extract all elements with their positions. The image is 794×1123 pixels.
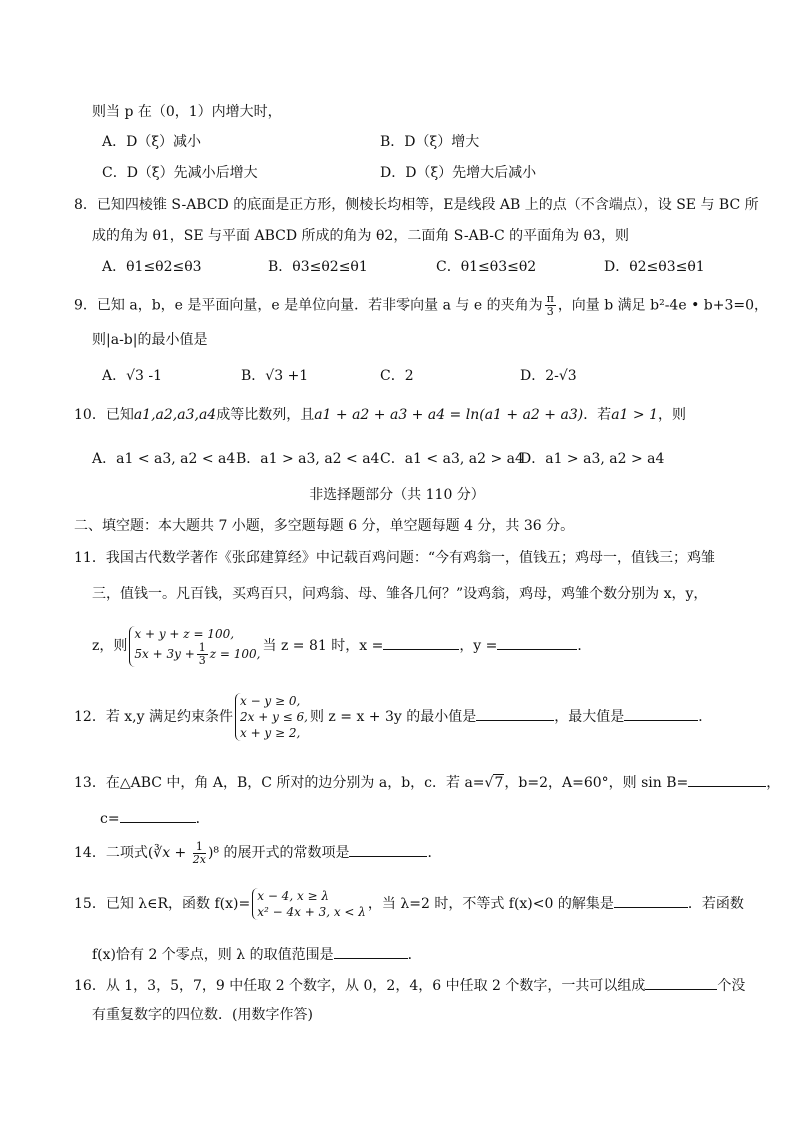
- q10-b: 成等比数列，且: [216, 407, 315, 423]
- q15-line2-b: ．: [407, 947, 422, 963]
- q11-end: ．: [577, 638, 592, 654]
- q8-option-c: C．θ1≤θ3≤θ2: [436, 259, 537, 275]
- q9-option-d: D．2-√3: [520, 368, 577, 384]
- q10-option-d: D．a1 > a3, a2 > a4: [520, 451, 665, 467]
- q10-option-b: B．a1 > a3, a2 < a4: [236, 451, 380, 467]
- q10-line1: [74, 405, 686, 425]
- q10-equation: a1 + a2 + a3 + a4 = ln(a1 + a2 + a3): [314, 407, 584, 423]
- q12-c2: 2x + y ≤ 6,: [239, 710, 308, 724]
- sqrt-icon: √: [484, 775, 494, 791]
- q12-end: ．: [698, 709, 713, 725]
- q9-frac-den: 3: [546, 305, 554, 318]
- q15-case2: x² − 4x + 3, x < λ: [257, 905, 366, 919]
- q13-blank-sinb[interactable]: [688, 772, 766, 787]
- q15-c: ．若函数: [687, 896, 744, 912]
- q16-line1-a: 16．从 1，3，5，7，9 中任取 2 个数字，从 0，2，4，6 中任取 2 个数字，一共可以组成: [74, 978, 646, 994]
- q16-line2: 有重复数字的四位数．(用数字作答): [92, 1007, 313, 1023]
- q15-system: [252, 888, 366, 920]
- q9-option-a: A．√3 -1: [102, 368, 163, 384]
- q14-blank[interactable]: [349, 842, 427, 857]
- q11-line3: [92, 620, 591, 672]
- q12-prefix: 12．若 x,y 满足约束条件: [74, 709, 233, 725]
- q14-root: ∛x: [153, 845, 171, 861]
- q9-angle-fraction: [545, 293, 556, 318]
- q10-option-c: C．a1 < a3, a2 > a4: [380, 451, 524, 467]
- q15-blank-range[interactable]: [334, 944, 408, 959]
- q10-d: ，则: [657, 407, 686, 423]
- q16-line1: [74, 975, 745, 996]
- q11-blank-x[interactable]: [383, 635, 459, 650]
- q11-eq1: x + y + z = 100,: [134, 626, 235, 641]
- q13-sqrt-value: 7: [494, 775, 504, 791]
- q15-b: ，当 λ=2 时，不等式 f(x)<0 的解集是: [367, 896, 614, 912]
- q13-blank-c[interactable]: [120, 808, 196, 823]
- q13-line2-a: c=: [100, 811, 120, 827]
- q10-condition: a1 > 1: [611, 407, 658, 423]
- q12-c3: x + y ≥ 2,: [239, 726, 301, 740]
- q10-c: ．若: [583, 407, 612, 423]
- q15-line2-a: f(x)恰有 2 个零点，则 λ 的取值范围是: [92, 947, 334, 963]
- section2-header: 二、填空题：本大题共 7 小题，多空题每题 6 分，单空题每题 4 分，共 36 分。: [74, 518, 575, 534]
- q16-line1-b: 个没: [717, 978, 746, 994]
- q12-line: [74, 688, 712, 746]
- q9-frac-num: π: [546, 292, 554, 305]
- q11-eq2-fraction: $\frac{1}{3}$: [198, 640, 206, 667]
- q15-blank-solution[interactable]: [614, 893, 688, 908]
- q7-option-d: D．D（ξ）先增大后减小: [380, 165, 537, 181]
- q11-mid: 当 z = 81 时，x =: [262, 638, 384, 654]
- q15-line1: [74, 882, 744, 926]
- q11-line2: 三，值钱一。凡百钱，买鸡百只，问鸡翁、母、雏各几何？”设鸡翁，鸡母，鸡雏个数分别为 x，y，: [92, 586, 708, 602]
- q10-sequence: a1,a2,a3,a4: [133, 407, 217, 423]
- q15-case1: x − 4, x ≥ λ: [257, 889, 330, 903]
- q7-option-a: A．D（ξ）减小: [102, 134, 202, 150]
- q14-fraction: $\frac{1}{2x}$: [192, 839, 206, 866]
- q11-system: [129, 626, 260, 667]
- q11-blank-y[interactable]: [497, 635, 577, 650]
- q11-prefix: z，则: [92, 638, 128, 654]
- part2-title: 非选择题部分（共 110 分）: [309, 487, 485, 503]
- q8-option-b: B．θ3≤θ2≤θ1: [268, 259, 368, 275]
- q9-line1-a: 9．已知 a，b，e 是平面向量，e 是单位向量．若非零向量 a 与 e 的夹角为: [74, 297, 543, 314]
- q8-option-a: A．θ1≤θ2≤θ3: [102, 259, 202, 275]
- q14-a: 14．二项式(: [74, 845, 154, 861]
- q13-c: ，: [766, 775, 781, 791]
- q7-tail: 则当 p 在（0，1）内增大时，: [92, 104, 282, 120]
- q14-line: [74, 838, 441, 868]
- q12-system: [235, 693, 308, 741]
- q13-a: 13．在△ABC 中，角 A，B，C 所对的边分别为 a，b，c．若 a=: [74, 775, 485, 791]
- q12-blank-max[interactable]: [624, 706, 698, 721]
- q9-option-c: C．2: [380, 368, 414, 384]
- q13-b: ，b=2，A=60°，则 sin B=: [504, 775, 689, 791]
- q16-blank[interactable]: [645, 975, 717, 990]
- q11-sep: ，y =: [459, 638, 498, 654]
- q14-b: )⁸ 的展开式的常数项是: [207, 845, 350, 861]
- q11-line1: 11．我国古代数学著作《张邱建算经》中记载百鸡问题：“今有鸡翁一，值钱五；鸡母一，值钱三；鸡雏: [74, 550, 715, 566]
- q8-line1: 8．已知四棱锥 S-ABCD 的底面是正方形，侧棱长均相等，E是线段 AB 上的点（不含端点），设 SE 与 BC 所: [74, 197, 759, 213]
- q13-line1: [74, 772, 780, 793]
- q9-line1-b: ，向量 b 满足 b²-4e • b+3=0，: [557, 297, 769, 314]
- q9-line2: 则|a-b|的最小值是: [92, 332, 208, 348]
- q7-option-c: C．D（ξ）先减小后增大: [102, 165, 258, 181]
- q10-option-a: A．a1 < a3, a2 < a4: [92, 451, 236, 467]
- q8-line2: 成的角为 θ1，SE 与平面 ABCD 所成的角为 θ2，二面角 S-AB-C 的平面角为 θ3，则: [92, 228, 629, 244]
- q7-option-b: B．D（ξ）增大: [380, 134, 480, 150]
- q13-line2-b: ．: [195, 811, 210, 827]
- q12-blank-min[interactable]: [476, 706, 554, 721]
- q15-a: 15．已知 λ∈R，函数 f(x)=: [74, 896, 251, 912]
- q15-line2: [92, 944, 422, 965]
- q10-a: 10．已知: [74, 407, 134, 423]
- q11-eq2: 5x + 3y + $\frac{1}{3}$ z = 100,: [134, 640, 261, 667]
- q9-option-b: B．√3 +1: [241, 368, 309, 384]
- q13-line2: [100, 808, 210, 829]
- q12-mid: 则 z = x + 3y 的最小值是: [309, 709, 477, 725]
- q9-line1: [74, 293, 768, 318]
- q12-mid2: ，最大值是: [554, 709, 625, 725]
- q12-c1: x − y ≥ 0,: [239, 694, 301, 708]
- q14-c: ．: [427, 845, 442, 861]
- q8-option-d: D．θ2≤θ3≤θ1: [604, 259, 705, 275]
- q14-plus: +: [170, 845, 191, 861]
